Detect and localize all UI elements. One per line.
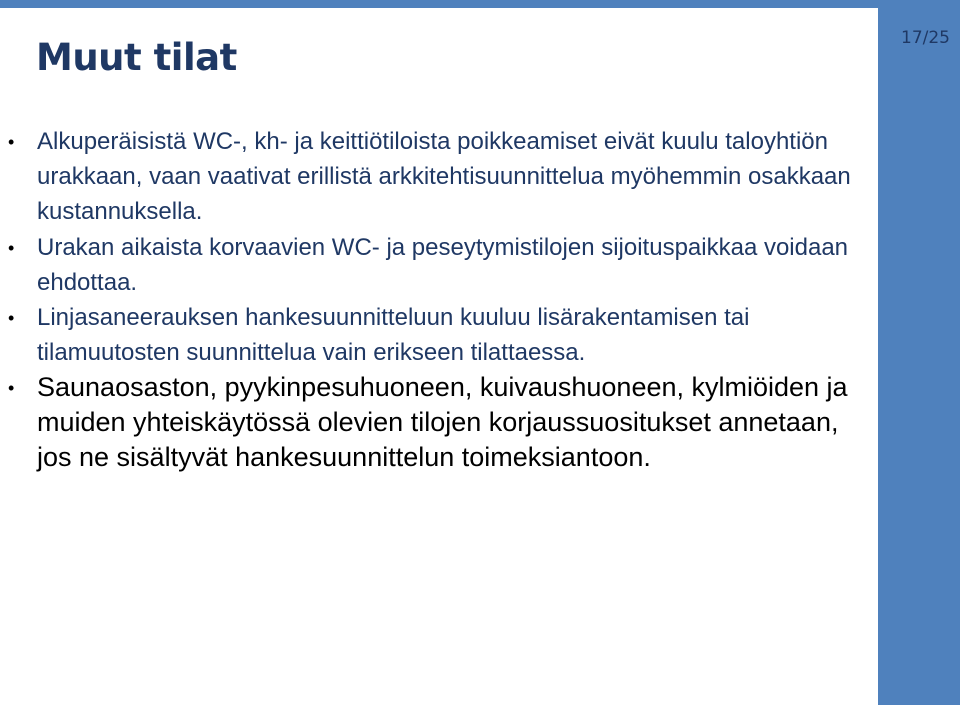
bullet-list	[0, 124, 860, 475]
bullet-item	[0, 230, 860, 300]
bullet-icon: •	[8, 237, 15, 258]
slide-title: Muut tilat	[36, 36, 237, 79]
bullet-text: Saunaosaston, pyykinpesuhuoneen, kuivaushuoneen, kylmiöiden ja muiden yhteiskäytössä olevien tilojen korjaussuositukset annetaan, jos ne sisältyvät hankesuunnittelun toimeksiantoon.	[37, 372, 848, 473]
bullet-item	[0, 124, 860, 230]
bullet-icon: •	[8, 378, 15, 399]
bullet-item	[0, 300, 860, 370]
bullet-text: Alkuperäisistä WC-, kh- ja keittiötiloista poikkeamiset eivät kuulu taloyhtiön urakkaan, vaan vaativat erillistä arkkitehtisuunnittelua myöhemmin osakkaan kustannuksella.	[37, 128, 851, 226]
bullet-text: Linjasaneerauksen hankesuunnitteluun kuuluu lisärakentamisen tai tilamuutosten suunnittelua vain erikseen tilattaessa.	[37, 304, 750, 367]
bullet-text: Urakan aikaista korvaavien WC- ja peseytymistilojen sijoituspaikkaa voidaan ehdottaa.	[37, 233, 849, 296]
bullet-icon: •	[8, 308, 15, 329]
top-accent-bar	[0, 0, 960, 8]
side-accent-bar	[878, 8, 960, 705]
bullet-item	[0, 370, 860, 475]
slide-number: 17/25	[901, 28, 950, 48]
bullet-icon: •	[8, 132, 15, 152]
